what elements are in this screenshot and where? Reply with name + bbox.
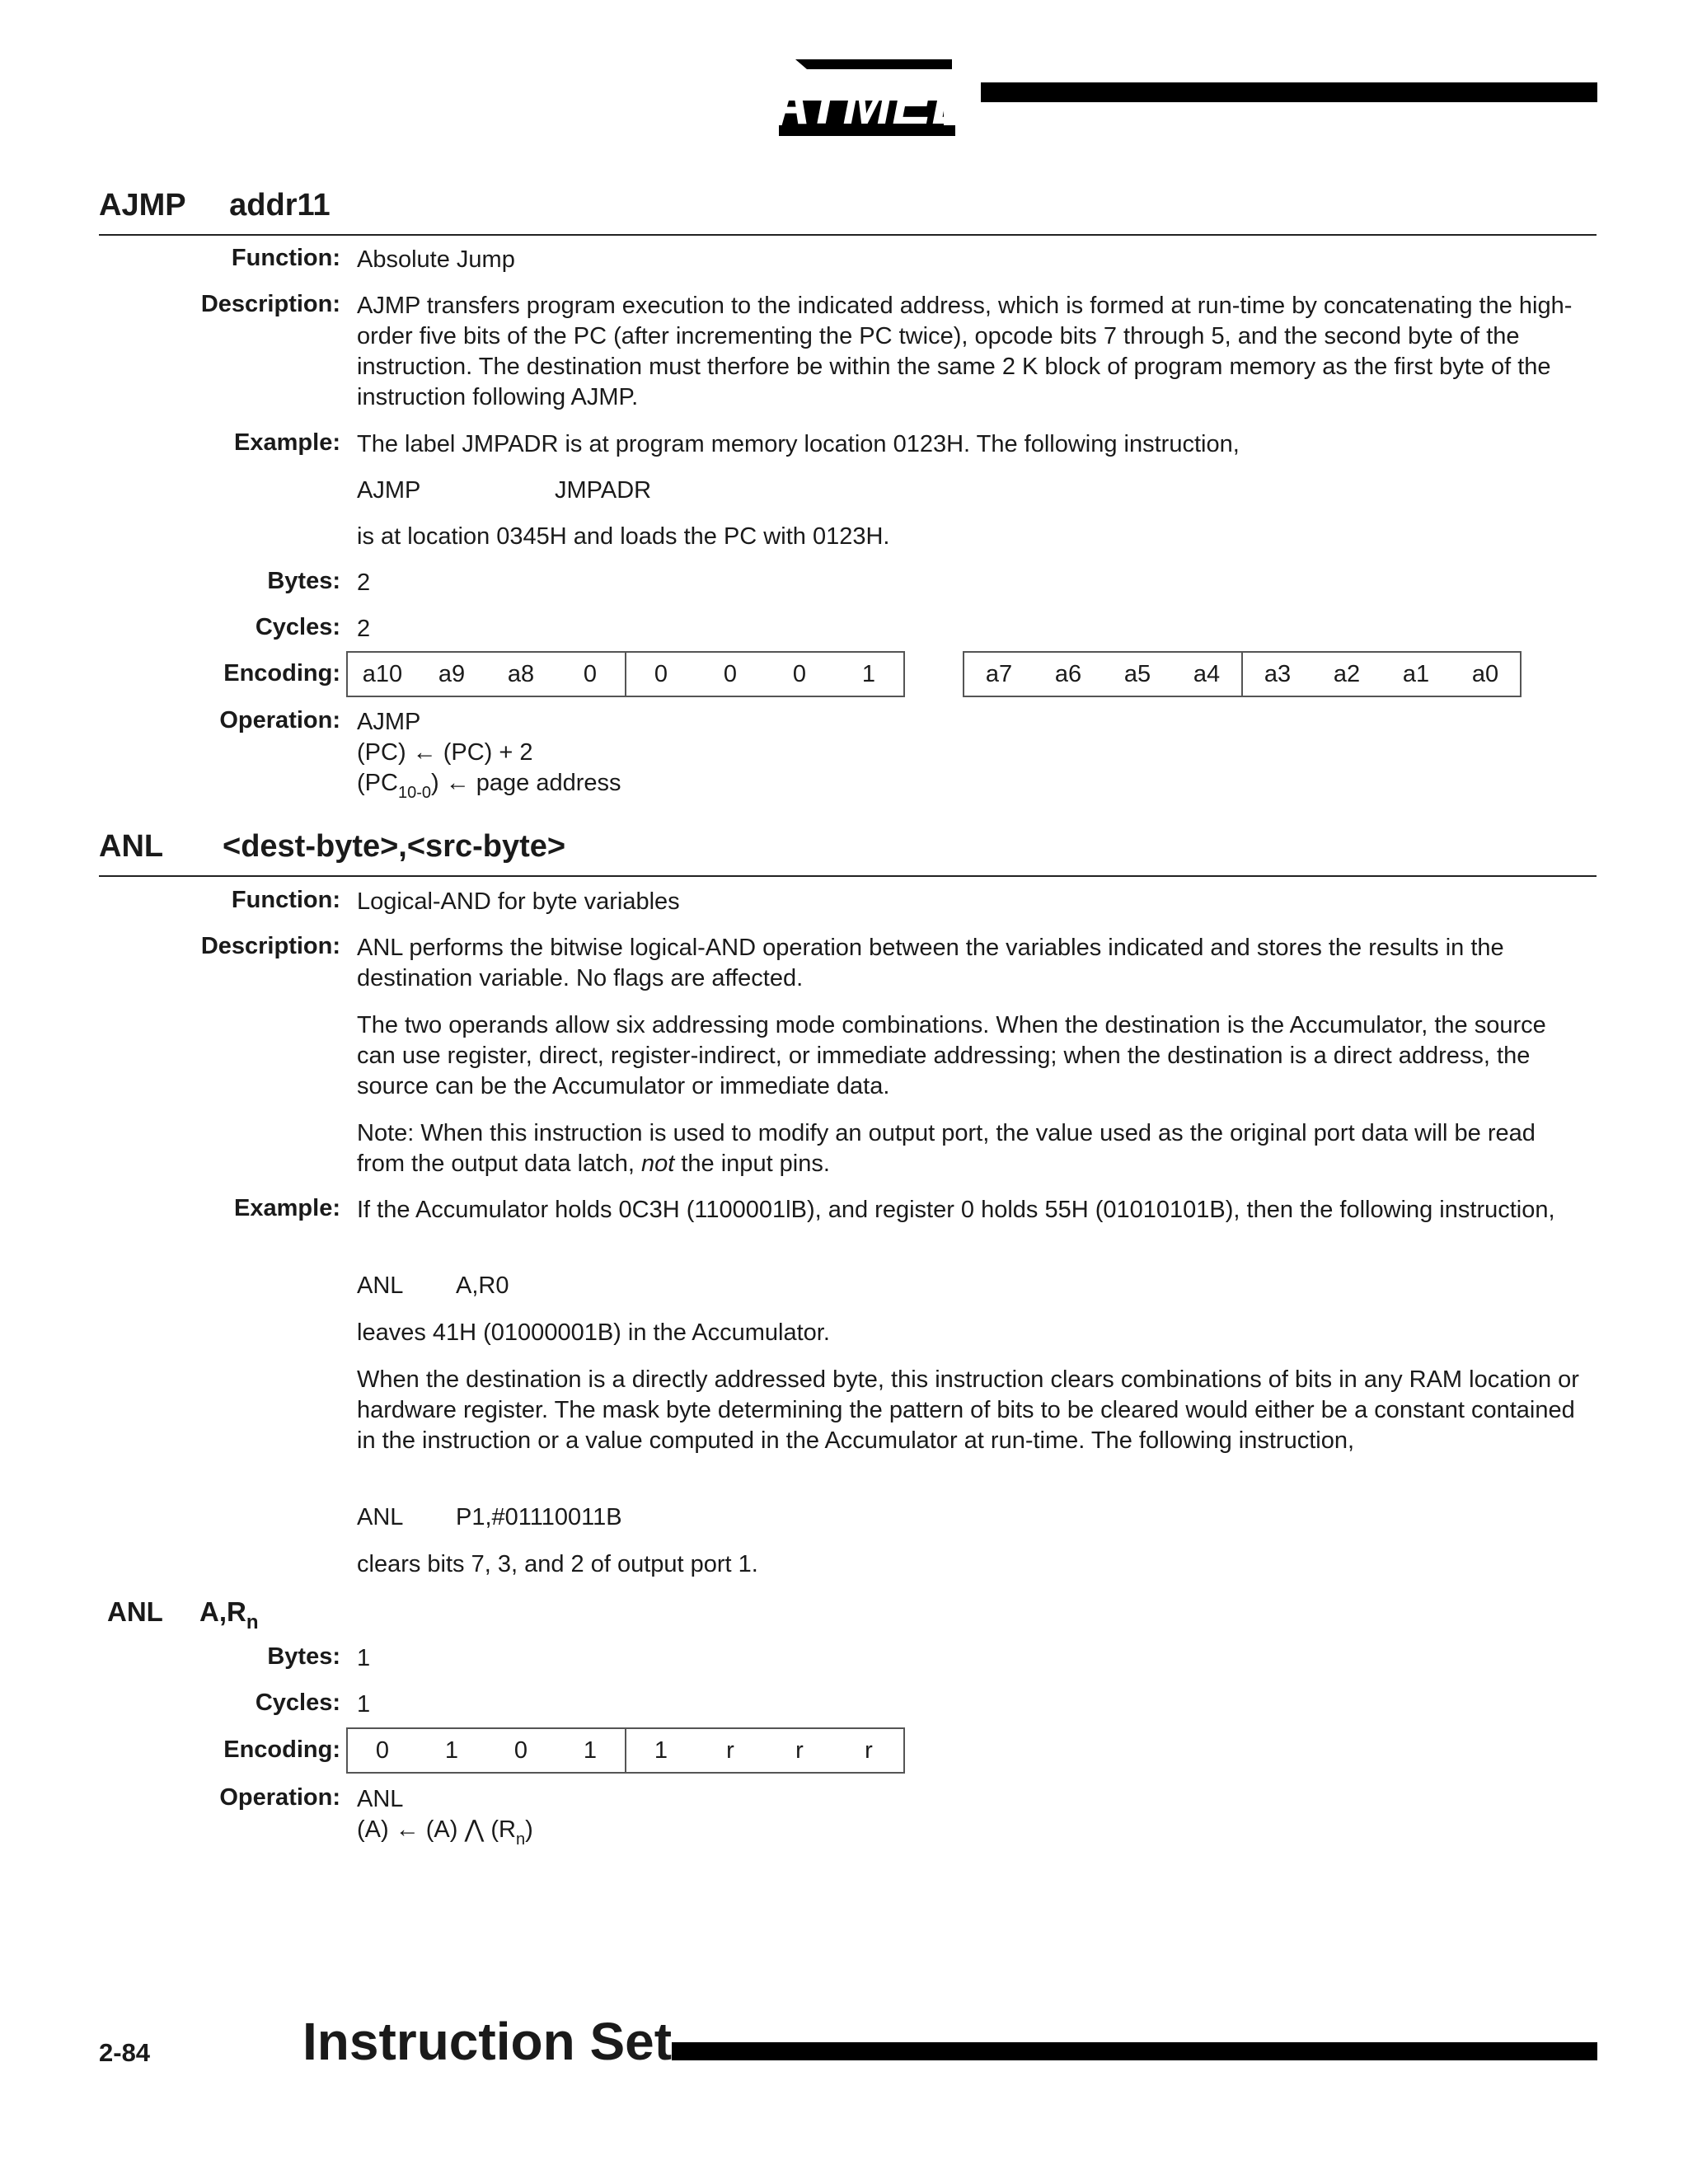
- ajmp-heading: [99, 188, 331, 223]
- function-text: Logical-AND for byte variables: [357, 888, 680, 915]
- function-label: Function:: [231, 245, 340, 271]
- example-text-2: leaves 41H (01000001B) in the Accumulator.: [357, 1319, 830, 1346]
- atmel-logo: [779, 51, 960, 136]
- encoding-label: Encoding:: [223, 660, 340, 687]
- function-text: Absolute Jump: [357, 246, 515, 273]
- encoding-byte1: a10 a9 a8 0 0 0 0 1: [346, 651, 905, 697]
- example-text-3: When the destination is a directly addressed byte, this instruction clears combinations of bits in any RAM location or hardware register. The mask byte determining the pattern of bits to be cleared would either be a constant contained in the instruction or a value computed in the Accumulator at run-time. The following instruction,: [357, 1366, 1579, 1454]
- encoding-label: Encoding:: [223, 1736, 340, 1763]
- section-rule: [99, 875, 1597, 877]
- operand: <dest-byte>,<src-byte>: [223, 829, 566, 864]
- example-code-2: ANL P1,#01110011B: [357, 1504, 622, 1530]
- bytes-label: Bytes:: [267, 568, 340, 594]
- example-label: Example:: [234, 1195, 340, 1221]
- cycles-value: 1: [357, 1691, 371, 1718]
- footer-rule: [672, 2042, 1597, 2060]
- anl-heading: [99, 829, 565, 865]
- operation-text: AJMP (PC) ← (PC) + 2 $(PC_{10-0})$ ← page address: [357, 709, 621, 802]
- encoding-byte2: a7 a6 a5 a4 a3 a2 a1 a0: [963, 651, 1522, 697]
- operand: addr11: [229, 188, 331, 223]
- operation-label: Operation:: [219, 707, 340, 733]
- example-label: Example:: [234, 429, 340, 456]
- bytes-value: 1: [357, 1645, 371, 1671]
- operation-label: Operation:: [219, 1784, 340, 1811]
- section-rule: [99, 234, 1597, 236]
- mnemonic: ANL: [99, 829, 164, 864]
- cycles-label: Cycles:: [255, 614, 340, 640]
- example-code-1: ANL A,R0: [357, 1272, 509, 1299]
- footer-title: Instruction Set: [302, 2012, 673, 2071]
- example-after-text: is at location 0345H and loads the PC with 0123H.: [357, 523, 890, 550]
- function-label: Function:: [231, 887, 340, 913]
- example-text-4: clears bits 7, 3, and 2 of output port 1.: [357, 1551, 758, 1577]
- description-text-2: The two operands allow six addressing mode combinations. When the destination is the Accumulator, the source can use register, direct, register-indirect, or immediate addressing; when the destination is a direct address, the source can be the Accumulator or immediate data.: [357, 1012, 1546, 1099]
- header-rule: [981, 82, 1597, 102]
- page-number: 2-84: [99, 2038, 151, 2067]
- example-text: The label JMPADR is at program memory location 0123H. The following instruction,: [357, 431, 1240, 457]
- description-text: AJMP transfers program execution to the indicated address, which is formed at run-time by concatenating the high-order five bits of the PC (after incrementing the PC twice), opcode bits 7 through 5, and the second byte of the instruction. The destination must therfore be within the same 2 K block of program memory as the first byte of the instruction following AJMP.: [357, 293, 1573, 410]
- example-code: AJMP JMPADR: [357, 477, 652, 504]
- description-label: Description:: [200, 933, 340, 959]
- description-note: Note: When this instruction is used to modify an output port, the value used as the original port data will be read from the output data latch, not the input pins.: [357, 1120, 1536, 1177]
- operation-text: ANL (A) ← (A) ⋀ $(R_n)$: [357, 1786, 533, 1849]
- example-text-1: If the Accumulator holds 0C3H (1100001lB), and register 0 holds 55H (01010101B), then the following instruction,: [357, 1197, 1555, 1223]
- cycles-value: 2: [357, 616, 371, 642]
- mnemonic: AJMP: [99, 188, 186, 223]
- encoding-byte: 0 1 0 1 1 r r r: [346, 1727, 905, 1774]
- description-text-1: ANL performs the bitwise logical-AND operation between the variables indicated and stores the results in the destination variable. No flags are affected.: [357, 935, 1504, 991]
- anl-a-rn-heading: ANL $A,R_n$: [107, 1596, 259, 1633]
- description-label: Description:: [200, 291, 340, 317]
- cycles-label: Cycles:: [255, 1690, 340, 1716]
- bytes-value: 2: [357, 569, 371, 596]
- bytes-label: Bytes:: [267, 1643, 340, 1670]
- svg-text:ATMEL: ATMEL: [779, 71, 960, 136]
